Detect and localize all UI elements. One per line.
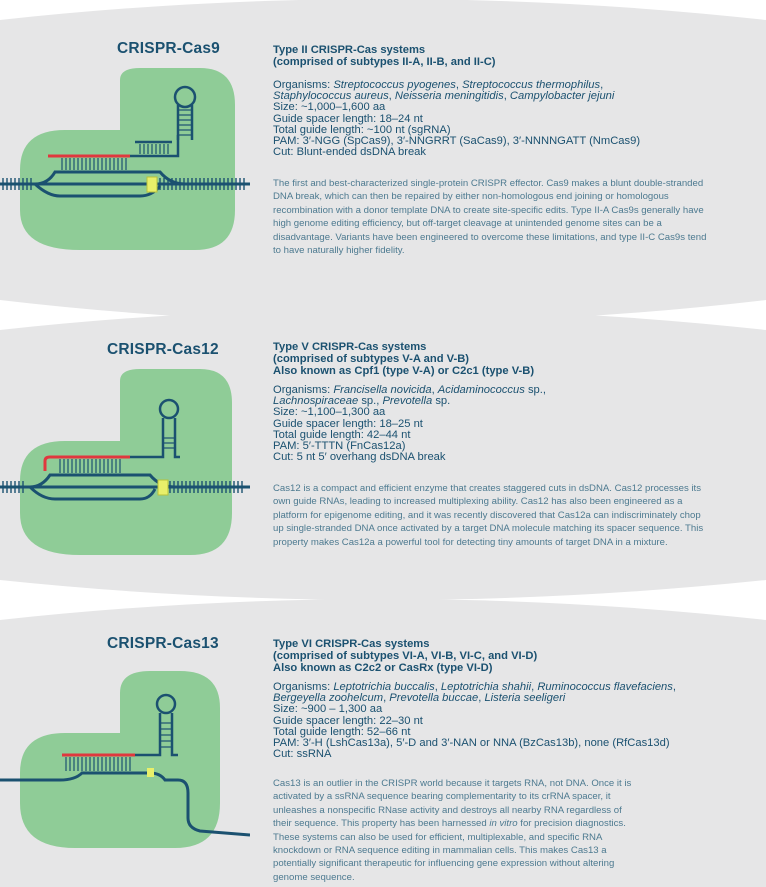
italic-text: Acidaminococcus — [437, 384, 525, 396]
organisms-line: Organisms: Streptococcus pyogenes, Streptococcus thermophilus, — [273, 79, 604, 91]
section-heading: Type V CRISPR-Cas systems (comprised of subtypes V-A and V-B) Also known as Cpf1 (type V-A) or C2c1 (type V-B) — [273, 341, 535, 377]
section-title: CRISPR-Cas12 — [107, 341, 219, 358]
text: for precision diagnostics. These systems can also be used for efficient, multiplexable, and specific RNA knockdown or RNA sequence editing in mammalian cells. This makes Cas13 a potentially significant therapeutic for influencing gene expression without altering genome sequence. — [273, 818, 626, 883]
text: , — [600, 79, 604, 91]
text: sp., — [358, 395, 383, 408]
text: , — [455, 79, 463, 91]
italic-text: in vitro — [489, 818, 518, 830]
italic-text: Prevotella — [382, 395, 433, 408]
cas9-protein-shape — [20, 68, 235, 250]
cas13-illustration — [0, 653, 250, 887]
section-title: CRISPR-Cas13 — [107, 635, 219, 652]
cas9-section — [0, 0, 766, 320]
section-details: Organisms: Streptococcus pyogenes, Streptococcus thermophilus, Staphylococcus aureus, Neisseria meningitidis, Campylobacter jejuni Size: ~1,000–1,600 aa Guide spacer length: 18–24 nt Total guide length: ~100 nt (sgRNA) PAM: 3′-NGG (SpCas9), 3′-NNGRRT (SaCas9), 3′-NNNNGATT (NmCas9) Cut: Blunt-ended dsDNA break — [273, 79, 641, 159]
pfs-marker — [147, 768, 154, 777]
section-description: The first and best-characterized single-protein CRISPR effector. Cas9 makes a blunt double-stranded DNA break, which can then be repaired by either non-homologous end joining or homologous recombination with a donor template DNA to create site-specific edits. Type II-A Cas9s generally have high genome editing efficiency, but off-target cleavage at unintended genome sites can be a disadvantage. Variants have been engineered to overcome these limitations, and type II-C Cas9s tend to have naturally higher fidelity. — [273, 178, 707, 257]
text: , — [503, 90, 510, 103]
italic-text: Bergeyella zoohelcum — [273, 692, 384, 705]
italic-text: Streptococcus thermophilus — [462, 79, 601, 91]
text: , — [672, 681, 676, 693]
text: , — [531, 681, 538, 693]
section-heading: Type VI CRISPR-Cas systems (comprised of subtypes VI-A, VI-B, VI-C, and VI-D) Also known as C2c2 or CasRx (type VI-D) — [273, 638, 538, 674]
italic-text: Staphylococcus aureus — [273, 90, 389, 103]
cas12-section — [0, 308, 766, 608]
section-heading: Type II CRISPR-Cas systems (comprised of subtypes II-A, II-B, and II-C) — [273, 44, 496, 68]
italic-text: Neisseria meningitidis — [394, 90, 504, 103]
italic-text: Ruminococcus flavefaciens — [537, 681, 673, 693]
italic-text: Campylobacter jejuni — [509, 90, 615, 103]
italic-text: Leptotrichia shahii — [440, 681, 532, 693]
cas13-section — [0, 598, 766, 887]
italic-text: Lachnospiraceae — [273, 395, 359, 408]
pam-marker — [147, 177, 157, 192]
cas12-illustration — [0, 363, 250, 608]
section-details: Organisms: Leptotrichia buccalis, Leptotrichia shahii, Ruminococcus flavefaciens, Bergeyella zoohelcum, Prevotella buccae, Listeria seeligeri Size: ~900 – 1,300 aa Guide spacer length: 22–30 nt Total guide length: 52–66 nt PAM: 3′-H (LshCas13a), 5′-D and 3′-NAN or NNA (BzCas13b), none (RfCas13d) Cut: ssRNA — [273, 681, 676, 761]
organisms-line: Organisms: Leptotrichia buccalis, Leptotrichia shahii, Ruminococcus flavefaciens, — [273, 681, 676, 693]
italic-text: Listeria seeligeri — [484, 692, 566, 705]
italic-text: Leptotrichia buccalis — [333, 681, 435, 693]
italic-text: Francisella novicida — [333, 384, 432, 396]
section-details: Organisms: Francisella novicida, Acidaminococcus sp., Lachnospiraceae sp., Prevotella sp. Size: ~1,100–1,300 aa Guide spacer length: 18–25 nt Total guide length: 42–44 nt PAM: 5′-TTTN (FnCas12a) Cut: 5 nt 5′ overhang dsDNA break — [273, 384, 546, 464]
text: , — [388, 90, 395, 103]
text: , — [434, 681, 441, 693]
text: sp., — [524, 384, 546, 396]
text: , — [478, 692, 485, 705]
text: , — [383, 692, 390, 705]
section-description — [273, 777, 638, 884]
text: Cas13 is an outlier in the CRISPR world because it targets RNA, not DNA. Once it is activated by a ssRNA sequence bearing complementarity to its crRNA spacer, it unleashes a nonspecific RNase activity and destroys all nearby RNA regardless of their sequence. This property has been harnessed — [273, 778, 632, 830]
text: , — [431, 384, 438, 396]
italic-text: Prevotella buccae — [389, 692, 479, 705]
section-description: Cas12 is a compact and efficient enzyme that creates staggered cuts in dsDNA. Cas12 processes its own guide RNAs, leading to increased multiplexing ability. Cas12 has also been engineered as a platform for epigenome editing, and it was recently discovered that Cas12a can indiscriminately chop up single-stranded DNA once activated by a target DNA molecule matching its spacer sequence. This property makes Cas12a a powerful tool for detecting tiny amounts of target DNA in a mixture. — [273, 483, 704, 548]
cas12-protein-shape — [20, 369, 232, 555]
text: sp. — [432, 395, 451, 408]
italic-text: Streptococcus pyogenes — [333, 79, 456, 91]
pam-marker — [158, 480, 168, 495]
cas9-illustration — [0, 60, 250, 320]
organisms-line: Organisms: Francisella novicida, Acidaminococcus sp., — [273, 384, 546, 396]
cas13-protein-shape — [20, 671, 220, 848]
section-title: CRISPR-Cas9 — [117, 40, 220, 57]
